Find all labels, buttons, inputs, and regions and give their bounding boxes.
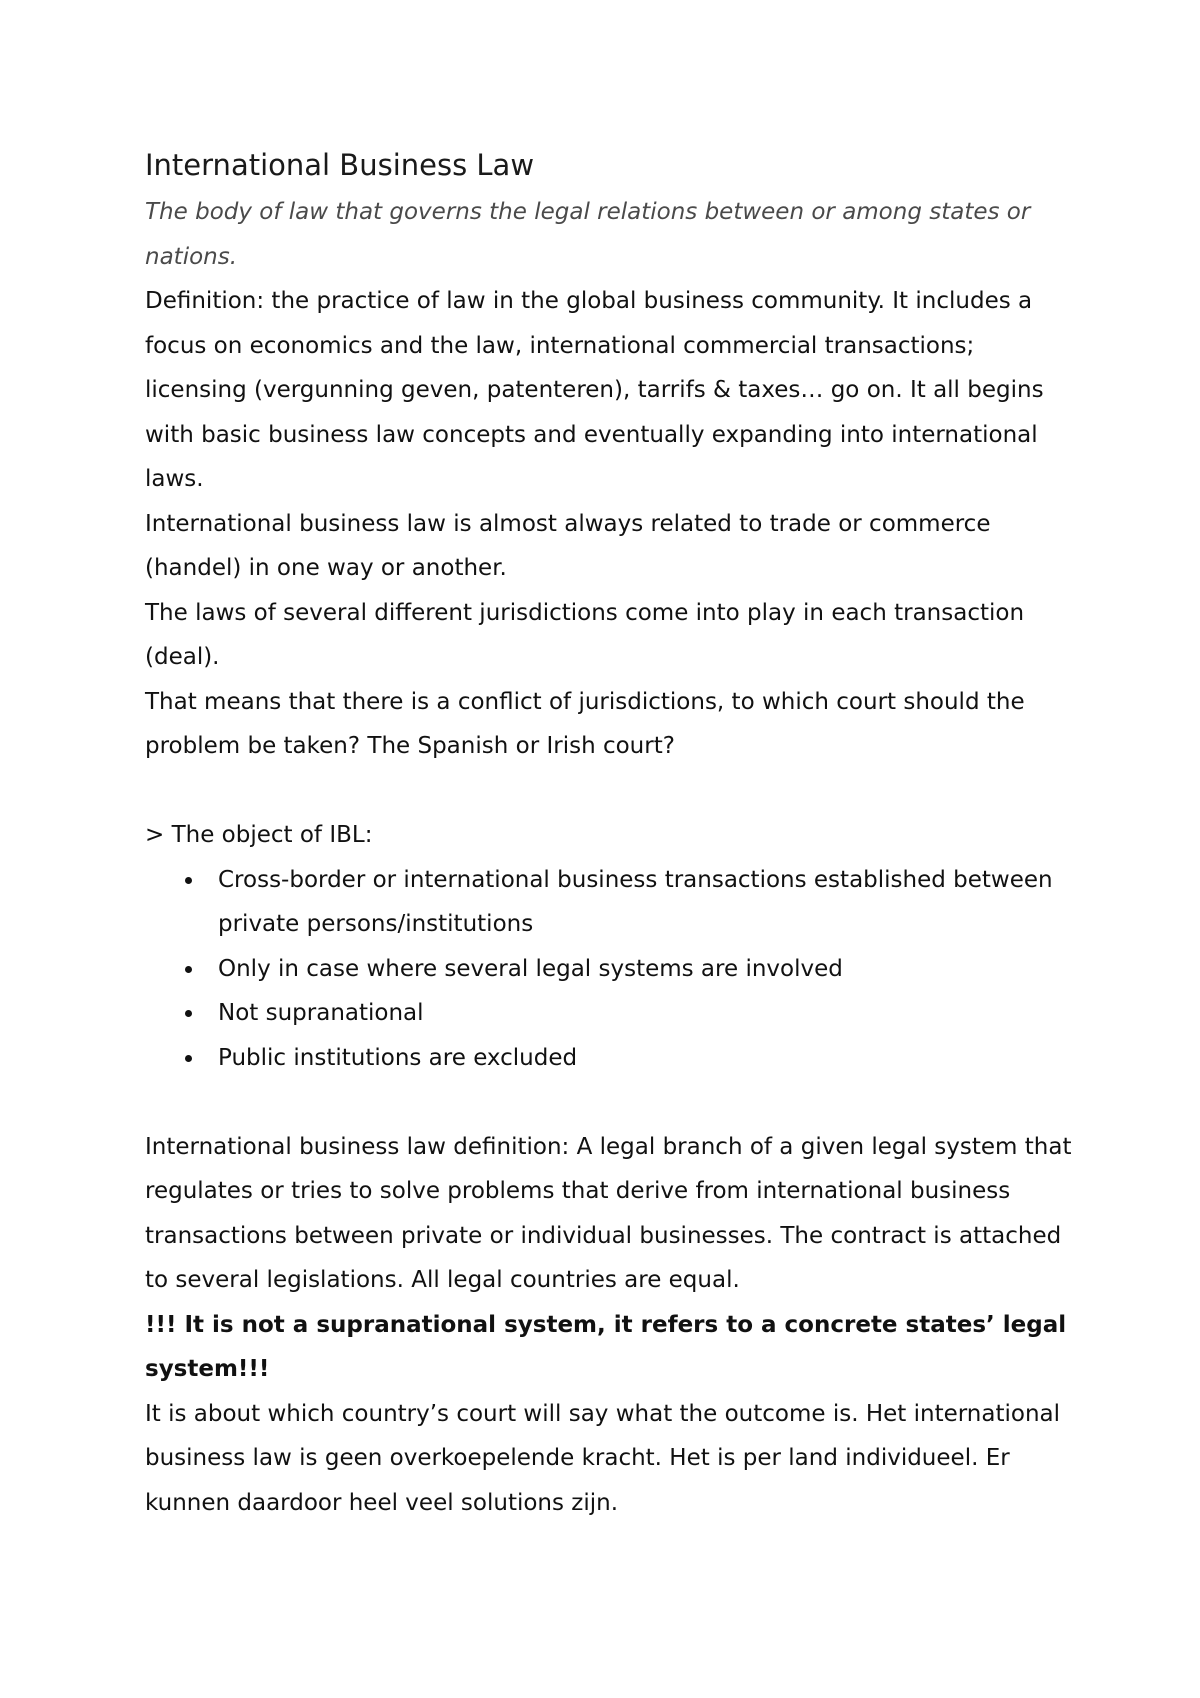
object-list <box>145 858 1075 1081</box>
jurisdictions-paragraph: The laws of several different jurisdictions come into play in each transaction (deal). <box>145 599 1025 670</box>
conflict-paragraph: That means that there is a conflict of jurisdictions, to which court should the problem be taken? The Spanish or Irish court? <box>145 688 1025 759</box>
list-item <box>145 1036 1075 1081</box>
document-subtitle: The body of law that governs the legal relations between or among states or nations. <box>145 199 1031 270</box>
object-heading: > The object of IBL: <box>145 822 373 848</box>
list-item-text: Only in case where several legal systems are involved <box>218 955 843 982</box>
list-item <box>145 858 1075 947</box>
blank-line <box>145 769 1075 814</box>
trade-paragraph: International business law is almost always related to trade or commerce (handel) in one way or another. <box>145 510 991 581</box>
bullet-icon <box>185 1010 192 1017</box>
list-item <box>145 991 1075 1036</box>
document-title: International Business Law <box>145 148 535 182</box>
bullet-icon <box>185 966 192 973</box>
closing-paragraph: It is about which country’s court will say what the outcome is. Het international business law is geen overkoepelende kracht. Het is per land individueel. Er kunnen daardoor heel veel solutions zijn. <box>145 1400 1061 1516</box>
ibl-definition-paragraph: International business law definition: A legal branch of a given legal system that regulates or tries to solve problems that derive from international business transactions between private or individual businesses. The contract is attached to several legislations. All legal countries are equal. <box>145 1133 1072 1293</box>
warning-note: !!! It is not a supranational system, it refers to a concrete states’ legal system!!! <box>145 1311 1067 1382</box>
list-item-text: Not supranational <box>218 1000 424 1026</box>
list-item-text: Public institutions are excluded <box>218 1044 578 1071</box>
definition-paragraph-1: Definition: the practice of law in the global business community. It includes a focus on economics and the law, international commercial transactions; licensing (vergunning geven, patenteren), tarrifs & taxes… go on. It all begins with basic business law concepts and eventually expanding into international laws. <box>145 288 1044 492</box>
bullet-icon <box>185 1055 192 1062</box>
list-item-text: Cross-border or international business transactions established between private persons/institutions <box>218 866 1053 937</box>
document-page <box>145 140 1075 1525</box>
blank-line <box>145 1080 1075 1125</box>
list-item <box>145 947 1075 992</box>
bullet-icon <box>185 877 192 884</box>
